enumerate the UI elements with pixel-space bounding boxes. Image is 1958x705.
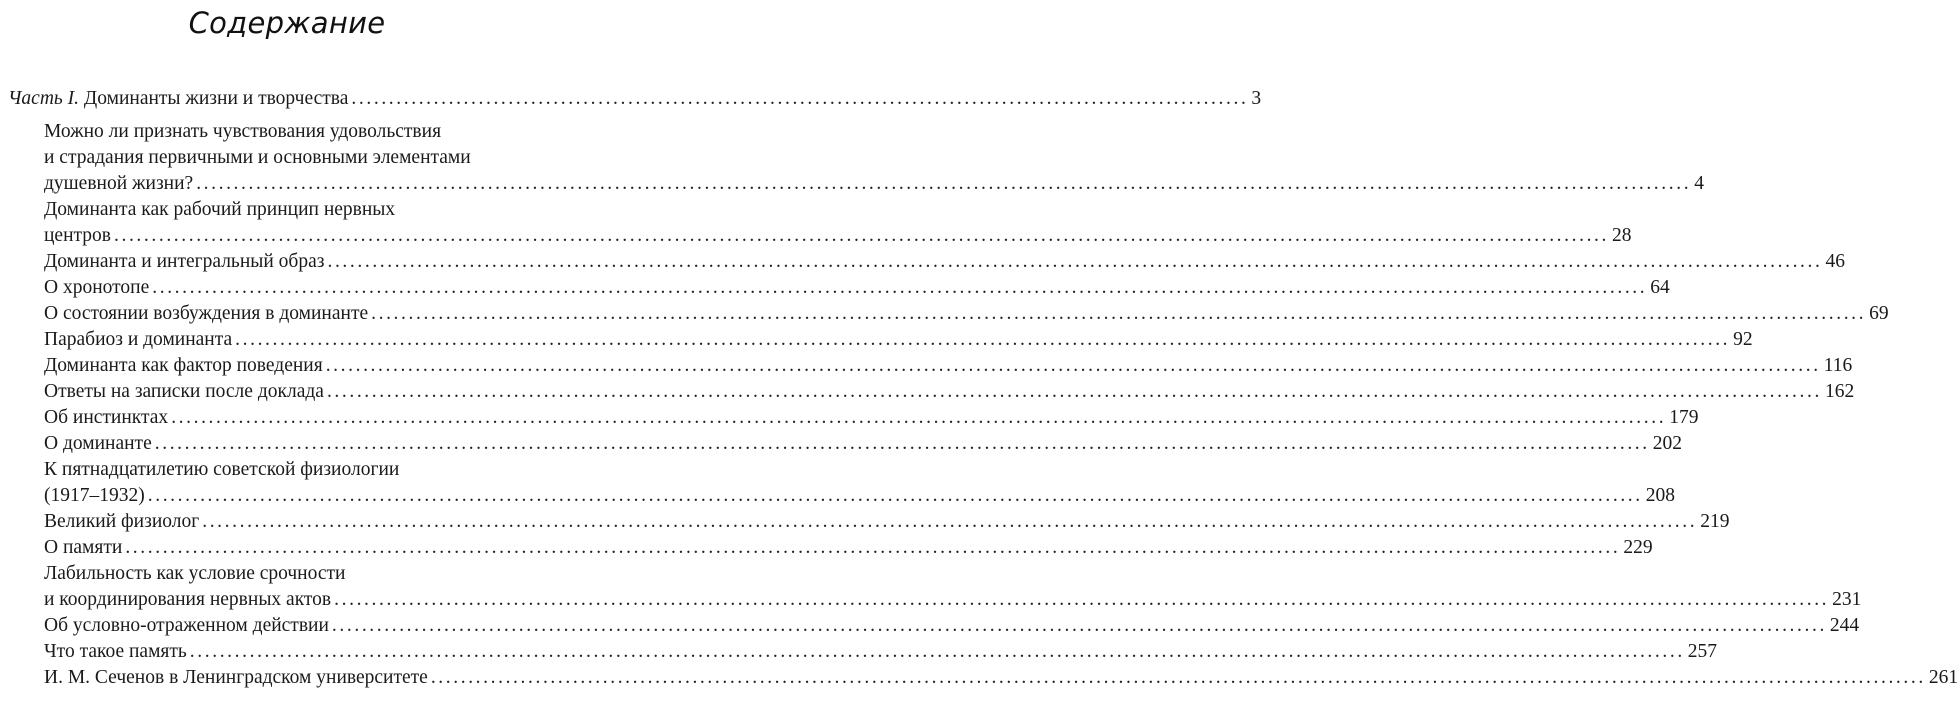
leader-dots: ........................................................................................................................................................................................................ [326,381,1822,402]
leader-dots: ........................................................................................................................................................................................................ [196,173,1692,194]
leader-dots: ........................................................................................................................................................................................................ [152,277,1648,298]
entry-title-text: О хронотопе [44,277,150,298]
page-number: 69 [1869,303,1889,324]
toc-entry-line [44,301,1889,327]
leader-dots: ........................................................................................................................................................................................................ [331,615,1827,636]
toc-entry-line [44,431,1682,457]
leader-dots: ........................................................................................................................................................................................................ [154,433,1650,454]
toc-entry-line [44,483,1675,509]
entry-title-text: Что такое память [44,641,187,662]
part-label: Часть I. [8,88,80,109]
entry-title-text: и страдания первичными и основными элементами [44,147,471,168]
page-number: 92 [1733,329,1753,350]
page-number: 179 [1669,407,1699,428]
toc-entry-line [44,327,1753,353]
page-number: 64 [1650,277,1670,298]
page-number: 219 [1700,511,1730,532]
toc-entry-line [44,665,1958,691]
page-number: 202 [1652,433,1682,454]
page-number: 244 [1829,615,1860,636]
entry-title-text: центров [44,225,111,246]
entry-title-text: Доминанта как фактор поведения [44,355,323,376]
page-number: 162 [1824,381,1855,402]
entry-title-text: Об инстинктах [44,407,169,428]
toc-entry-line [44,535,1653,561]
page-number: 3 [1251,88,1262,109]
entry-title-text: Об условно-отраженном действии [44,615,329,636]
entry-title-text: О памяти [44,537,123,558]
page-number: 231 [1832,589,1862,610]
toc-entry-line [44,145,566,171]
toc-entry-line [44,119,566,145]
toc-entry-line [44,379,1855,405]
entry-title-text: Доминанта как рабочий принцип нервных [44,199,396,220]
toc-entry-line [44,587,1862,613]
leader-dots: ........................................................................................................................................................................................................ [147,485,1643,506]
leader-dots: ........................................................................................................................ [351,88,1249,109]
page-number: 257 [1687,641,1718,662]
entry-title-text: О состоянии возбуждения в доминанте [44,303,369,324]
page-number: 28 [1612,225,1632,246]
entry-title-text: К пятнадцатилетию советской физиологии [44,459,400,480]
toc-entry-line [44,613,1860,639]
page-number: 46 [1825,251,1845,272]
leader-dots: ........................................................................................................................................................................................................ [325,355,1821,376]
toc-part-heading [8,86,1262,112]
part-title: Доминанты жизни и творчества [83,88,349,109]
leader-dots: ........................................................................................................................................................................................................ [430,667,1926,688]
toc-entry-line [44,561,566,587]
leader-dots: ........................................................................................................................................................................................................ [371,303,1867,324]
leader-dots: ........................................................................................................................................................................................................ [334,589,1830,610]
entry-title-text: (1917–1932) [44,485,145,506]
toc-entry-line [44,353,1853,379]
entry-title-text: Великий физиолог [44,511,200,532]
toc-entry-line [44,457,566,483]
entry-title-text: Парабиоз и доминанта [44,329,233,350]
entry-title-text: Лабильность как условие срочности [44,563,346,584]
leader-dots: ........................................................................................................................................................................................................ [202,511,1698,532]
leader-dots: ........................................................................................................................................................................................................ [171,407,1667,428]
entry-title-text: душевной жизни? [44,173,194,194]
page-number: 4 [1694,173,1704,194]
toc-entry-line [44,171,1704,197]
toc-entry-line [44,223,1632,249]
page-number: 208 [1645,485,1675,506]
toc-entry-line [44,275,1670,301]
toc-entry-line [44,509,1730,535]
toc-entry-line [44,405,1699,431]
page-number: 229 [1623,537,1653,558]
entry-title-text: И. М. Сеченов в Ленинградском университете [44,667,428,688]
leader-dots: ........................................................................................................................................................................................................ [114,225,1609,246]
page-number: 261 [1928,667,1958,688]
entry-title-text: О доминанте [44,433,152,454]
page-title: Содержание [188,6,386,40]
toc-entry-line [44,197,566,223]
leader-dots: ........................................................................................................................................................................................................ [125,537,1621,558]
toc-entry-line [44,639,1718,665]
entry-title-text: Доминанта и интегральный образ [44,251,325,272]
leader-dots: ........................................................................................................................................................................................................ [327,251,1823,272]
entry-title-text: Можно ли признать чувствования удовольствия [44,121,442,142]
entry-title-text: и координирования нервных актов [44,589,332,610]
leader-dots: ........................................................................................................................................................................................................ [235,329,1731,350]
entry-title-text: Ответы на записки после доклада [44,381,324,402]
leader-dots: ........................................................................................................................................................................................................ [189,641,1685,662]
toc-entry-line [44,249,1845,275]
page-number: 116 [1823,355,1853,376]
